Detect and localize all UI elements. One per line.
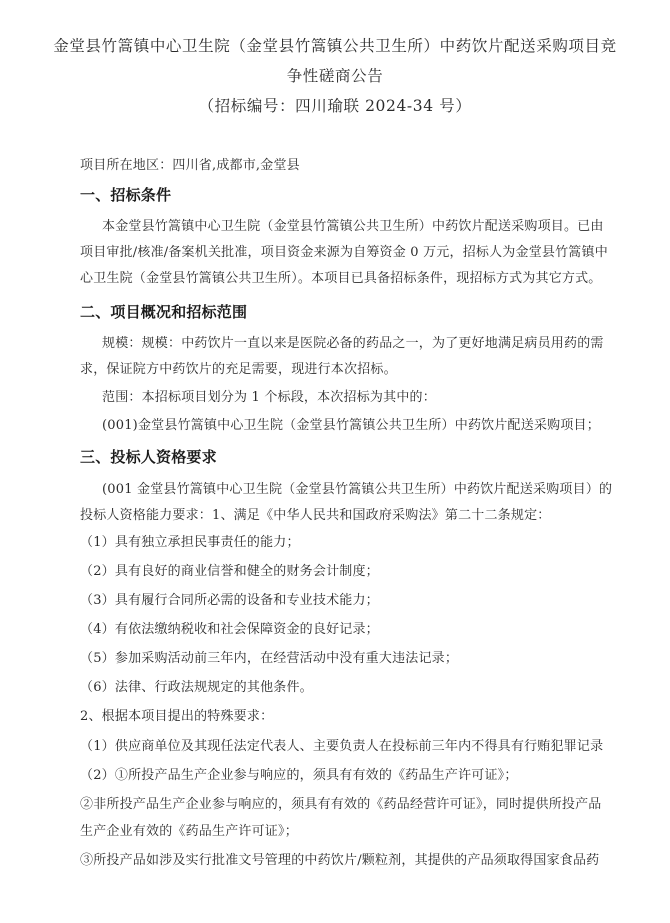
requirement-item: （2）①所投产品生产企业参与响应的，须具有有效的《药品生产许可证》；	[80, 768, 518, 783]
section-1-line: 心卫生院（金堂县竹篙镇公共卫生所）。本项目已具备招标条件，现招标方式为其它方式。	[80, 271, 602, 286]
requirement-item: ②非所投产品生产企业参与响应的，须具有有效的《药品经营许可证》，同时提供所投产品	[80, 797, 602, 812]
section-2-line: (001)金堂县竹篙镇中心卫生院（金堂县竹篙镇公共卫生所）中药饮片配送采购项目；	[102, 418, 600, 433]
requirement-item: （1）具有独立承担民事责任的能力；	[80, 535, 300, 550]
requirement-item: （4）有依法缴纳税收和社会保障资金的良好记录；	[80, 622, 379, 637]
requirement-item: 生产企业有效的《药品生产许可证》；	[80, 824, 298, 839]
section-2-line: 范围：本招标项目划分为 1 个标段，本次招标为其中的：	[102, 390, 436, 405]
requirement-item: （2）具有良好的商业信誉和健全的财务会计制度；	[80, 564, 379, 579]
section-1-line: 本金堂县竹篙镇中心卫生院（金堂县竹篙镇公共卫生所）中药饮片配送采购项目。已由	[102, 219, 604, 234]
requirement-item: ③所投产品如涉及实行批准文号管理的中药饮片/颗粒剂，其提供的产品须取得国家食品药	[80, 853, 600, 868]
section-3-heading: 三、投标人资格要求	[80, 448, 217, 466]
requirement-item: （3）具有履行合同所必需的设备和专业技术能力；	[80, 593, 379, 608]
special-requirements-heading: 2、根据本项目提出的特殊要求：	[80, 709, 274, 724]
document-title-line-1: 金堂县竹篙镇中心卫生院（金堂县竹篙镇公共卫生所）中药饮片配送采购项目竞	[53, 37, 617, 55]
requirement-item: （5）参加采购活动前三年内，在经营活动中没有重大违法记录；	[80, 651, 459, 666]
section-2-line: 规模：规模：中药饮片一直以来是医院必备的药品之一，为了更好地满足病员用药的需	[102, 336, 604, 351]
project-region: 项目所在地区：四川省,成都市,金堂县	[80, 158, 300, 173]
section-2-line: 求，保证院方中药饮片的充足需要，现进行本次招标。	[80, 362, 397, 377]
requirement-item: （6）法律、行政法规规定的其他条件。	[80, 680, 313, 695]
bid-number: （招标编号：四川瑜联 2024-34 号）	[198, 97, 472, 115]
document-title-line-2: 争性磋商公告	[286, 67, 384, 85]
section-3-line: (001 金堂县竹篙镇中心卫生院（金堂县竹篙镇公共卫生所）中药饮片配送采购项目）的	[102, 482, 613, 497]
section-1-heading: 一、招标条件	[80, 186, 172, 204]
section-1-line: 项目审批/核准/备案机关批准，项目资金来源为自筹资金 0 万元，招标人为金堂县竹篙镇中	[80, 245, 608, 260]
section-2-heading: 二、项目概况和招标范围	[80, 303, 248, 321]
section-3-line: 投标人资格能力要求：1、满足《中华人民共和国政府采购法》第二十二条规定：	[80, 508, 551, 523]
requirement-item: （1）供应商单位及其现任法定代表人、主要负责人在投标前三年内不得具有行贿犯罪记录	[80, 739, 604, 754]
